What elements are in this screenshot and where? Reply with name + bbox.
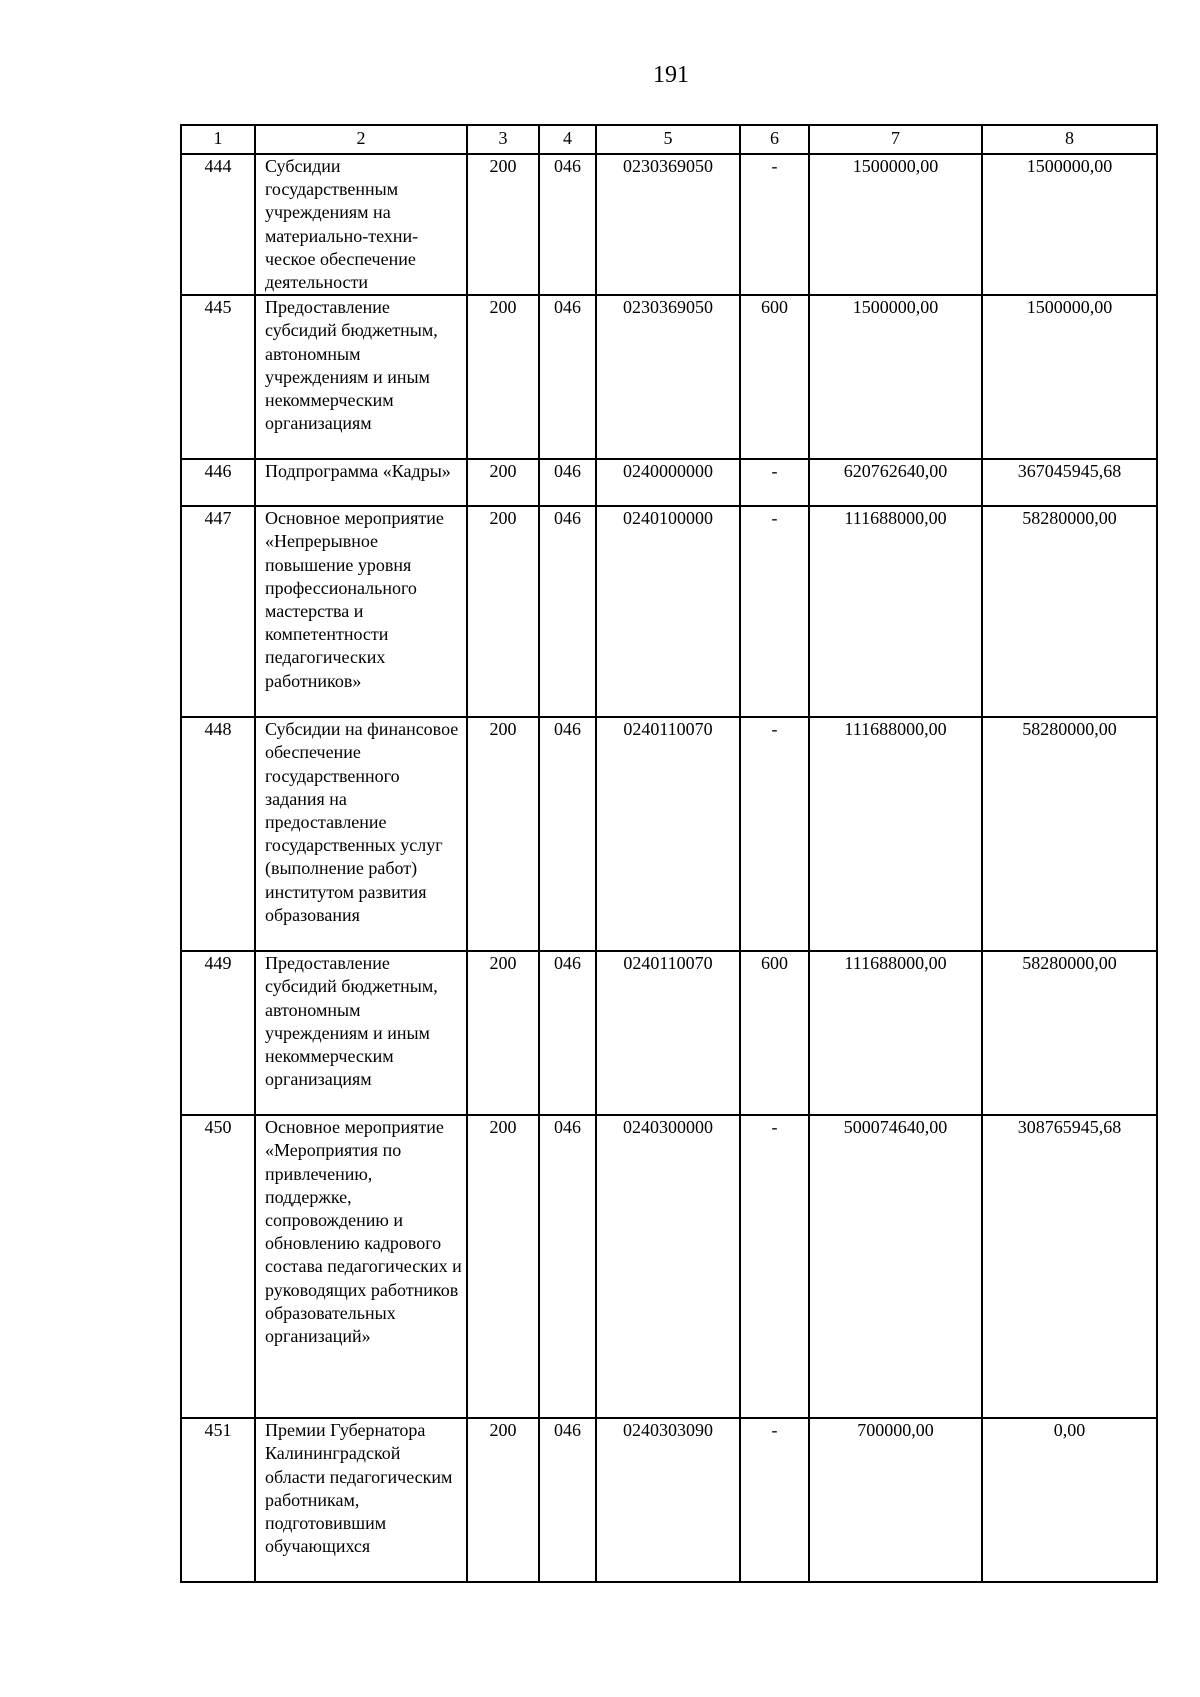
row-col7: 111688000,00 [809,506,982,717]
row-col4: 046 [539,951,596,1115]
row-col6: - [740,1418,809,1582]
column-header: 6 [740,125,809,154]
row-col4: 046 [539,717,596,951]
row-col6: - [740,717,809,951]
row-col5: 0240110070 [596,951,740,1115]
row-col5: 0230369050 [596,295,740,459]
row-col8: 367045945,68 [982,459,1157,506]
row-col3: 200 [467,295,539,459]
row-number: 451 [181,1418,255,1582]
column-header: 5 [596,125,740,154]
row-col8: 58280000,00 [982,506,1157,717]
row-col5: 0240300000 [596,1115,740,1418]
row-col6: - [740,506,809,717]
budget-table [180,124,1158,1583]
row-name: Субсидии государственным учреждениям на материально-техни-ческое обеспечение деятельности [255,154,467,295]
row-col7: 700000,00 [809,1418,982,1582]
row-col3: 200 [467,506,539,717]
row-col5: 0240100000 [596,506,740,717]
row-col6: 600 [740,951,809,1115]
row-col4: 046 [539,506,596,717]
row-col3: 200 [467,1115,539,1418]
row-col4: 046 [539,1115,596,1418]
row-name: Основное мероприятие «Мероприятия по привлечению, поддержке, сопровождению и обновлению кадрового состава педагогических и руководящих работников образовательных организаций» [255,1115,467,1418]
row-col3: 200 [467,951,539,1115]
column-header: 1 [181,125,255,154]
table-row [181,1115,1157,1418]
row-col8: 58280000,00 [982,951,1157,1115]
row-number: 448 [181,717,255,951]
row-name: Основное мероприятие «Непрерывное повышение уровня профессионального мастерства и компетентности педагогических работников» [255,506,467,717]
row-number: 449 [181,951,255,1115]
row-col8: 1500000,00 [982,295,1157,459]
table-header-row [181,125,1157,154]
table-row [181,717,1157,951]
table-row [181,951,1157,1115]
row-col7: 1500000,00 [809,154,982,295]
row-col7: 111688000,00 [809,951,982,1115]
column-header: 3 [467,125,539,154]
row-number: 450 [181,1115,255,1418]
row-col7: 1500000,00 [809,295,982,459]
row-name: Подпрограмма «Кадры» [255,459,467,506]
row-number: 444 [181,154,255,295]
row-name: Предоставление субсидий бюджетным, автономным учреждениям и иным некоммерческим организациям [255,295,467,459]
row-col6: - [740,459,809,506]
row-col7: 620762640,00 [809,459,982,506]
row-name: Субсидии на финансовое обеспечение государственного задания на предоставление государственных услуг (выполнение работ) институтом развития образования [255,717,467,951]
row-col4: 046 [539,459,596,506]
page-number: 191 [653,62,689,88]
row-col3: 200 [467,1418,539,1582]
row-col3: 200 [467,459,539,506]
row-col5: 0240303090 [596,1418,740,1582]
table-row [181,506,1157,717]
row-col3: 200 [467,154,539,295]
column-header: 8 [982,125,1157,154]
table-row [181,295,1157,459]
row-col7: 111688000,00 [809,717,982,951]
row-col4: 046 [539,295,596,459]
row-col3: 200 [467,717,539,951]
row-name: Предоставление субсидий бюджетным, автономным учреждениям и иным некоммерческим организациям [255,951,467,1115]
row-col8: 308765945,68 [982,1115,1157,1418]
column-header: 2 [255,125,467,154]
row-name: Премии Губернатора Калининградской области педагогическим работникам, подготовившим обучающихся [255,1418,467,1582]
row-col6: 600 [740,295,809,459]
row-col5: 0240110070 [596,717,740,951]
column-header: 4 [539,125,596,154]
column-header: 7 [809,125,982,154]
row-col4: 046 [539,1418,596,1582]
row-number: 445 [181,295,255,459]
row-col6: - [740,154,809,295]
row-col8: 1500000,00 [982,154,1157,295]
row-col7: 500074640,00 [809,1115,982,1418]
row-col8: 58280000,00 [982,717,1157,951]
row-col5: 0230369050 [596,154,740,295]
row-col4: 046 [539,154,596,295]
row-col6: - [740,1115,809,1418]
row-col8: 0,00 [982,1418,1157,1582]
row-col5: 0240000000 [596,459,740,506]
row-number: 446 [181,459,255,506]
row-number: 447 [181,506,255,717]
table-row [181,459,1157,506]
table-row [181,1418,1157,1582]
table-row [181,154,1157,295]
